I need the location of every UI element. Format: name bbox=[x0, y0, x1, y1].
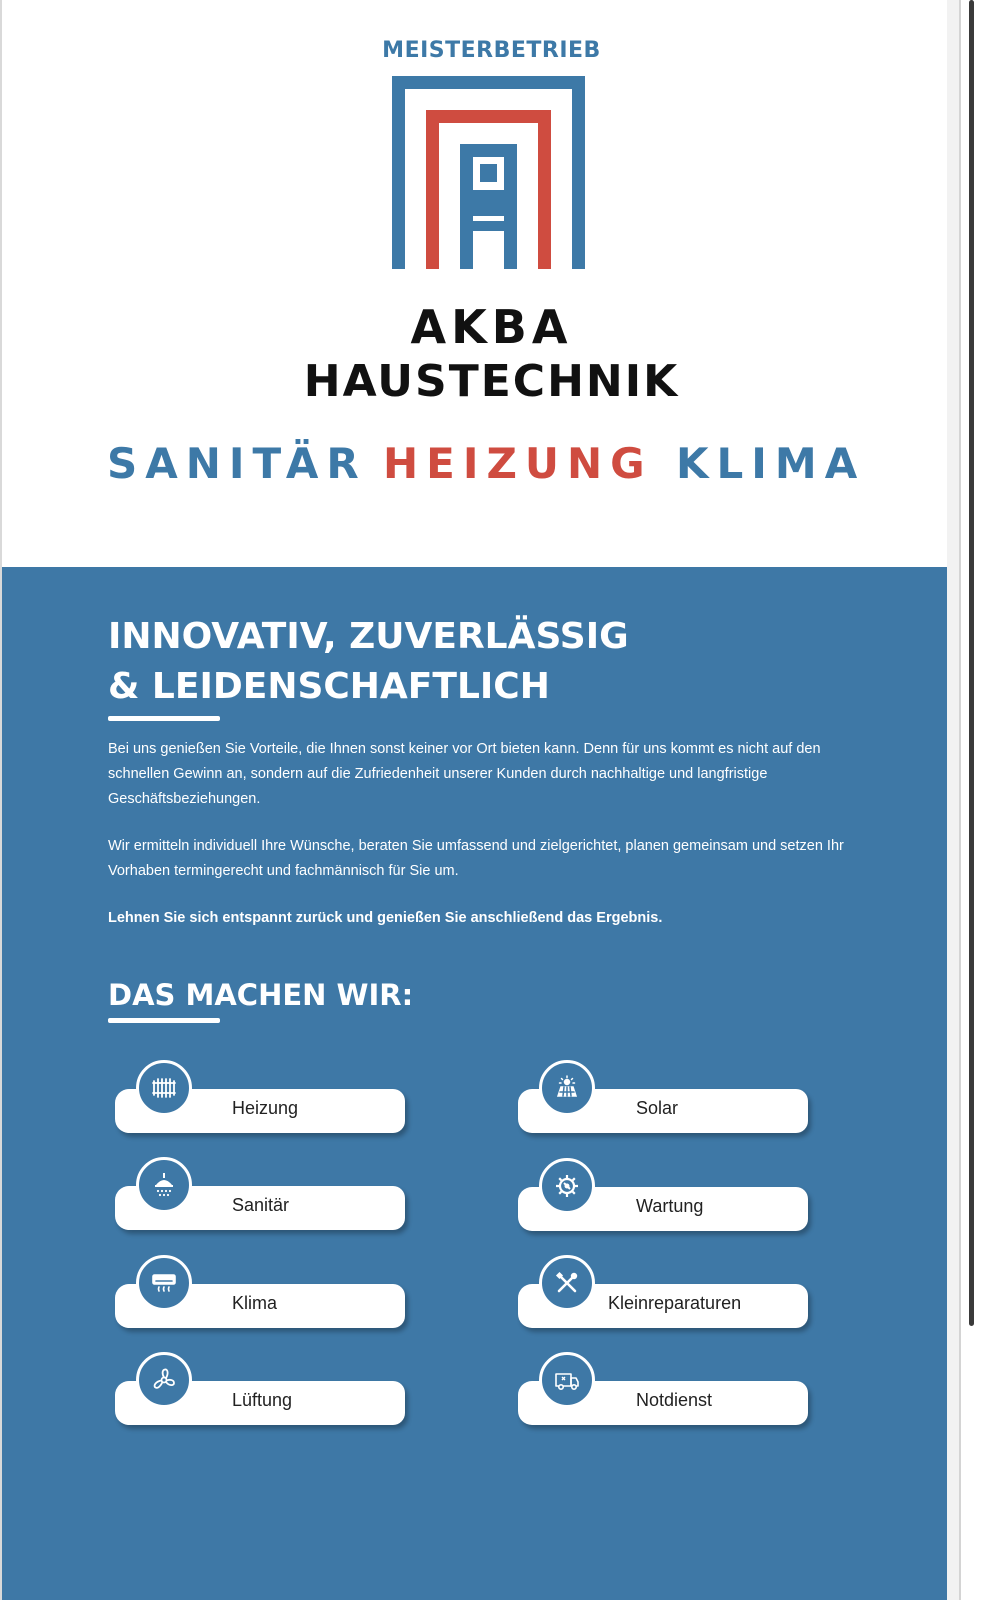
solar-panel-icon bbox=[539, 1060, 595, 1116]
service-label-klima: Klima bbox=[232, 1293, 278, 1313]
brand-name-line2: HAUSTECHNIK bbox=[303, 356, 680, 407]
meisterbetrieb-badge: MEISTERBETRIEB bbox=[382, 38, 601, 63]
service-label-wartung: Wartung bbox=[636, 1196, 704, 1216]
gear-wrench-icon bbox=[539, 1158, 595, 1214]
air-conditioner-icon bbox=[136, 1255, 192, 1311]
tagline-heizung: HEIZUNG bbox=[383, 439, 653, 488]
about-paragraph-2: Wir ermitteln individuell Ihre Wünsche, beraten Sie umfassend und zielgerichtet, planen gemeinsam und setzen Ihr Vorhaben termingerecht und fachmännisch für Sie um. bbox=[108, 838, 844, 879]
tools-icon bbox=[539, 1255, 595, 1311]
service-label-kleinreparaturen: Kleinreparaturen bbox=[608, 1293, 742, 1313]
service-label-solar: Solar bbox=[636, 1098, 679, 1118]
service-van-icon bbox=[539, 1352, 595, 1408]
service-label-heizung: Heizung bbox=[232, 1098, 299, 1118]
service-label-lueftung: Lüftung bbox=[232, 1390, 293, 1410]
fan-icon bbox=[136, 1352, 192, 1408]
akba-logo-mark bbox=[392, 76, 585, 269]
tagline-sanitaer: SANITÄR bbox=[107, 439, 367, 488]
brand-name-line1: AKBA bbox=[410, 300, 573, 354]
about-title-line2: & LEIDENSCHAFTLICH bbox=[108, 666, 550, 707]
shower-icon bbox=[136, 1157, 192, 1213]
scrollbar-thumb[interactable] bbox=[969, 0, 974, 1326]
title-divider bbox=[108, 716, 220, 721]
service-label-notdienst: Notdienst bbox=[636, 1390, 713, 1410]
tagline-klima: KLIMA bbox=[676, 439, 866, 488]
about-title-line1: INNOVATIV, ZUVERLÄSSIG bbox=[108, 616, 629, 657]
services-title: DAS MACHEN WIR: bbox=[108, 978, 414, 1012]
services-divider bbox=[108, 1018, 220, 1023]
about-paragraph-1: Bei uns genießen Sie Vorteile, die Ihnen sonst keiner vor Ort bieten kann. Denn für uns kommt es nicht auf den schnellen Gewinn an, sondern auf die Zufriedenheit unserer Kunden durch nachhaltige und langfristige Geschäftsbeziehungen. bbox=[108, 741, 821, 807]
page-right-border bbox=[959, 0, 961, 1600]
radiator-icon bbox=[136, 1060, 192, 1116]
service-label-sanitaer: Sanitär bbox=[232, 1195, 290, 1215]
about-paragraph-3: Lehnen Sie sich entspannt zurück und genießen Sie anschließend das Ergebnis. bbox=[108, 910, 663, 926]
about-title bbox=[108, 612, 808, 712]
